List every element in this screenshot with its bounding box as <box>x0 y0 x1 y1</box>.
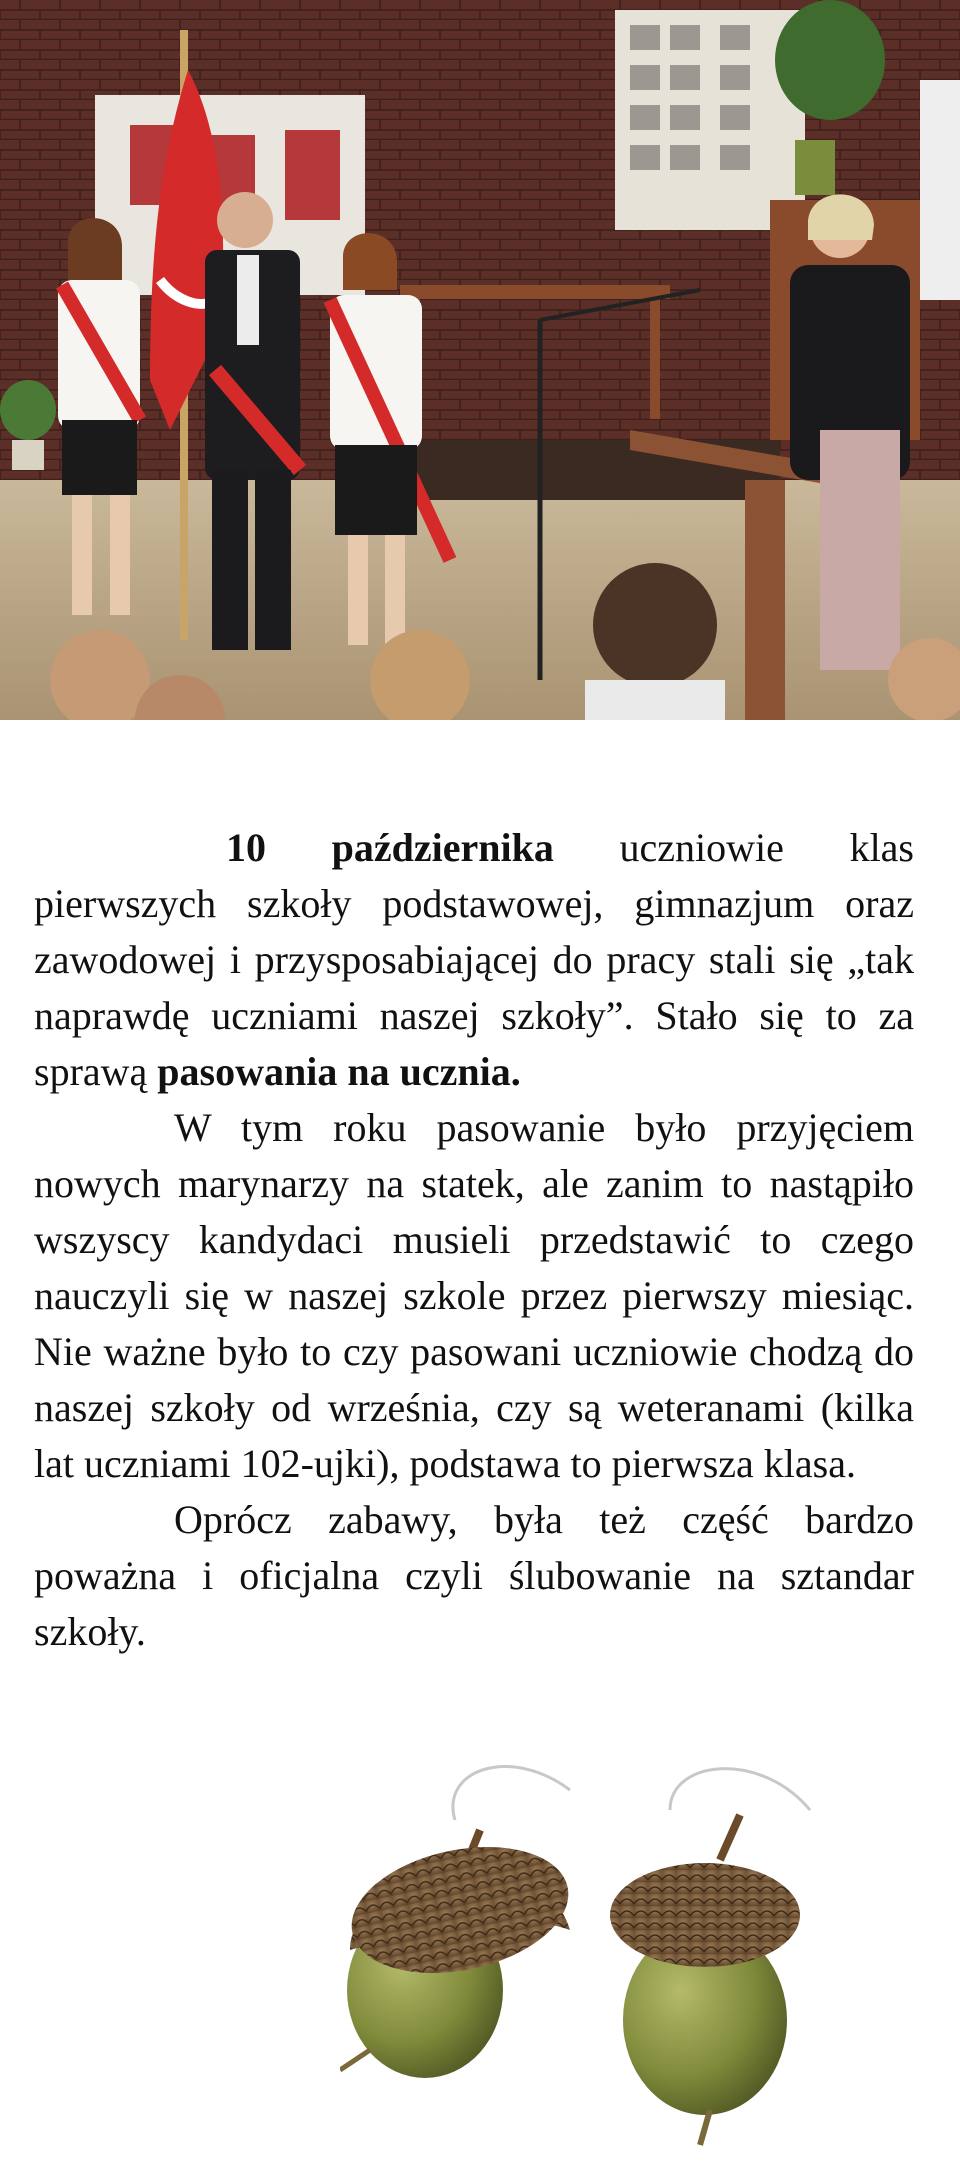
paragraph-1-text: uczniowie klas pierwszych szkoły podstawowej, gimnazjum oraz zawodowej i przysposabiającej do pracy stali się „tak naprawdę uczniami naszej szkoły”. Stało się to za sprawą <box>34 825 915 1094</box>
paragraph-3: Oprócz zabawy, była też część bardzo poważna i oficjalna czyli ślubowanie na sztandar szkoły. <box>34 1497 914 1654</box>
ceremony-illustration <box>0 0 960 720</box>
paragraph-2: W tym roku pasowanie było przyjęciem nowych marynarzy na statek, ale zanim to nastąpiło wszyscy kandydaci musieli przedstawić to czego nauczyli się w naszej szkole przez pierwszy miesiąc. Nie ważne było to czy pasowani uczniowie chodzą do naszej szkoły od września, czy są weteranami (kilka lat uczniami 102-ujki), podstawa to pierwsza klasa. <box>34 1105 914 1486</box>
acorn-earrings-image <box>340 1750 900 2180</box>
article-body <box>34 820 914 1660</box>
acorn-earrings-illustration <box>340 1750 900 2180</box>
date-heading: 10 października <box>226 825 554 870</box>
ceremony-name: pasowania na ucznia. <box>157 1049 521 1094</box>
paragraph-1 <box>34 820 914 1100</box>
ceremony-photo <box>0 0 960 720</box>
